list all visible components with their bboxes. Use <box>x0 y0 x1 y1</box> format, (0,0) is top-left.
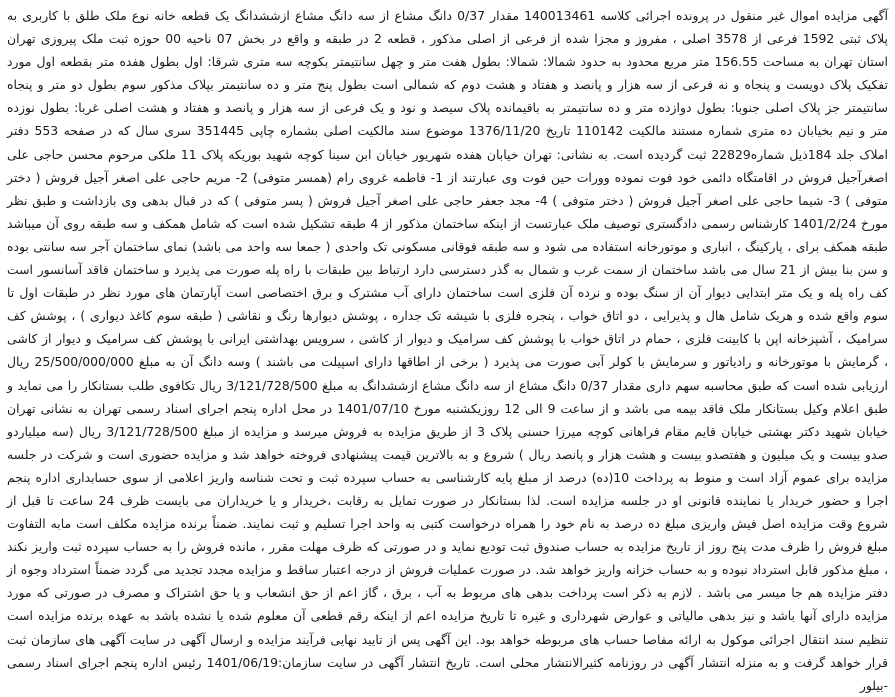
auction-notice-text: آگهی مزایده اموال غیر منقول در پرونده اجرائی کلاسه 140013461 مقدار 0/37 دانگ مشاع از سه دانگ مشاع ازششدانگ یک قطعه خانه نوع ملک طلق با کاربری به پلاک ثبتی 1592 فرعی از 3578 اصلی ، مفروز و مجزا شده از فرعی از اصلی مذکور ، قطعه 2 در طبقه و واقع در بخش 07 ناحیه 00 حوزه ثبت ملک پیروزی تهران استان تهران به مساحت 156.55 متر مربع محدود به حدود شمالا: شمالا: بطول هفت متر و چهل سانتیمتر بکوچه سه متری شرقا: اول بطول هفده متر بقطعه اول مورد تفکیک پلاک دویست و پنجاه و نه فرعی از سه هزار و پانصد و هفتاد و هشت دوم که شمالی است بطول پنج متر و ده سانتیمتر بپلاک مذکور سوم بطول دو متر و پنجاه سانتیمتر جز پلاک اصلی جنوبا: بطول دوازده متر و ده سانتیمتر به باقیمانده پلاک سیصد و نود و یک فرعی از سه هزار و پانصد و هفتاد و هشت اصلی غربا: بطول نوزده متر و نیم بخیابان ده متری شماره مستند مالکیت 110142 تاریخ 1376/11/20 موضوع سند مالکیت اصلی بشماره چاپی 351445 سری سال که در صفحه 553 دفتر املاک جلد 184ذیل شماره22829 ثبت گردیده است. به نشانی: تهران خیابان هفده شهریور خیابان ابن سینا کوچه شهید بوریکه پلاک 11 ملکی مرحوم محسن حاجی علی اصغرآجیل فروش در اقامتگاه دائمی خود فوت نموده وورات حین فوت وی عبارتند از 1- فاطمه غروی رام (همسر متوفی) 2- مریم حاجی علی اصغر آجیل فروش ( دختر متوفی ) 3- شیما حاجی علی اصغر آجیل فروش ( دختر متوفی ) 4- مجد جعفر حاجی علی اصغر آجیل فروش ( پسر متوفی ) که در قبال بدهی وی بازداشت و طبق نظر مورخ 1401/2/24 کارشناس رسمی دادگستری توصیف ملک عبارتست از اینکه ساختمان مذکور از 4 طبقه تشکیل شده است که شامل همکف و سه طبقه روی آن میباشد طبقه همکف برای ، پارکینگ ، انباری و موتورخانه استفاده می شود و سه طبقه فوقانی مسکونی تک واحدی ( جمعا سه واحد می باشد) نمای ساختمان آجر سه سانتی بوده و سن بنا بیش از 21 سال می باشد ساختمان از سمت غرب و شمال به گذر دسترسی دارد ارتباط بین طبقات با راه پله صورت می پذیرد و ساختمان فاقد آسانسور است کف راه پله و یک متر ابتدایی دیوار آن از سنگ بوده و نرده آن فلزی است ساختمان دارای آب مشترک و برق اختصاصی است آپارتمان های مورد نظر در طبقات اول تا سوم واقع شده و هریک شامل هال و پذیرایی ، دو اتاق خواب ، پنجره فلزی با شیشه تک جداره ، پوشش دیوارها رنگ و نقاشی ( طبقه سوم کاغذ دیواری ) ، پوشش کف سرامیک ، آشپزخانه اپن با کابینت فلزی ، حمام در اتاق خواب با پوشش کف سرامیک و دیوار از کاشی ، سرویس بهداشتی ایرانی با پوشش کف سرامیک و دیوار از کاشی ، گرمایش با موتورخانه و رادیاتور و سرمایش با کولر آبی صورت می پذیرد ( برخی از اطاقها دارای اسپیلت می باشند ) وسه دانگ آن به مبلغ 25/500/000/000 ریال ارزیابی شده است که طبق محاسبه سهم داری مقدار 0/37 دانگ مشاع از سه دانگ مشاع ازششدانگ به مبلغ 3/121/728/500 ریال تکافوی طلب بستانکار را می نماید و طبق اعلام وکیل بستانکار ملک فاقد بیمه می باشد و از ساعت 9 الی 12 روزیکشنبه مورخ 1401/07/10 در محل اداره پنجم اجرای اسناد رسمی تهران به نشانی تهران خیابان شهید دکتر بهشتی خیابان قایم مقام فراهانی کوچه میرزا حسنی پلاک 3 از طریق مزایده به فروش میرسد و مزایده از مبلغ 3/121/728/500 ریال (سه میلیاردو صدو بیست و یک میلیون و هفتصدو بیست و هشت هزار و پانصد ریال ) شروع و به بالاترین قیمت پیشنهادی فروخته خواهد شد و مزایده حضوری است و شرکت در جلسه مزایده برای عموم آزاد است و منوط به پرداخت 10(ده) درصد از مبلغ پایه کارشناسی به حساب سپرده ثبت و تحت شناسه واریز اعلامی از سوی حسابداری اداره پنجم اجرا و حضور خریدار یا نماینده قانونی او در جلسه مزایده است. لذا بستانکار در صورت تمایل به رقابت ،خریدار و یا خریداران می بایست ظرف 24 ساعت تا قبل از شروع وقت مزایده اصل فیش واریزی مبلغ ده درصد به نام خود را همراه درخواست کتبی به واحد اجرا تسلیم و ثبت نمایند. ضمناً برنده مزایده مکلف است مابه التفاوت مبلغ فروش را ظرف مدت پنج روز از تاریخ مزایده به حساب صندوق ثبت تودیع نماید و در صورتی که ظرف مهلت مقرر ، مانده فروش را به حساب سپرده ثبت واریز نکند ، مبلغ مذکور قابل استرداد نبوده و به حساب خزانه واریز خواهد شد. در صورت عملیات فروش از درجه اعتبار ساقط و مزایده مجدد تجدید می گردد ضمناً استرداد وجوه از دفتر مزایده هم جا میسر می باشد . لازم به ذکر است پرداخت بدهی های مربوط به آب ، برق ، گاز اعم از حق انشعاب و یا حق اشتراک و مصرف در صورتی که مورد مزایده دارای آنها باشد و نیز بدهی مالیاتی و عوارض شهرداری و غیره تا تاریخ مزایده اعم از اینکه رقم قطعی آن معلوم شده یا نشده باشد به عهده برنده مزایده است تنظیم سند انتقال اجرائی موکول به ارائه مفاصا حساب های مربوطه خواهد بود. این آگهی پس از تایید نهایی فرآیند مزایده و ارسال آگهی در سایت آگهی های سازمان ثبت قرار خواهد گرفت و به منزله انتشار آگهی در روزنامه کثیرالانتشار محلی است. تاریخ انتشار آگهی در سایت سازمان:1401/06/19 رئیس اداره پنجم اجرای اسناد رسمی -بیلور <box>7 8 889 693</box>
